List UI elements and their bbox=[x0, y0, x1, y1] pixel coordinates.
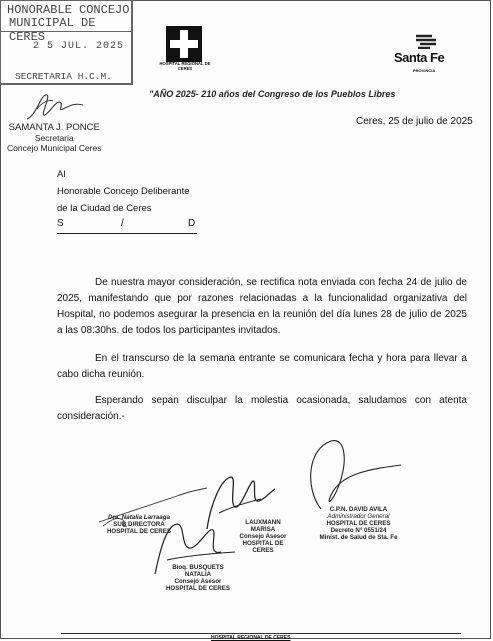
body-paragraph-2: En el transcurso de la semana entrante se comunicara fecha y hora para llevar a cabo dicha reunión. bbox=[57, 353, 467, 380]
sig3-name: C.P.N. DAVID AVILA bbox=[329, 506, 388, 513]
year-motto: "AÑO 2025- 210 años del Congreso de los Pueblos Libres bbox=[149, 89, 396, 99]
sig1-role: SUB DIRECTORA bbox=[113, 521, 165, 528]
secretary-signature bbox=[23, 89, 93, 125]
reception-stamp bbox=[0, 0, 133, 85]
stamp-date: 2 5 JUL. 2025 bbox=[33, 41, 125, 52]
sig3-org: HOSPITAL DE CERES bbox=[326, 520, 391, 527]
stamp-divider bbox=[1, 31, 131, 32]
address-line-1: Honorable Concejo Deliberante bbox=[57, 186, 190, 197]
signature-block-busquets bbox=[159, 564, 237, 592]
signature-block-lauxmann bbox=[233, 519, 293, 554]
sig3-ministry: Minist. de Salud de Sta. Fe bbox=[319, 534, 398, 541]
secretary-name: SAMANTA J. PONCE bbox=[8, 122, 100, 133]
sig4-role: Consejo Asesor bbox=[174, 578, 222, 585]
sd-s: S bbox=[57, 218, 64, 229]
sig4-name: Bioq. BUSQUETS NATALIA bbox=[172, 564, 224, 578]
signature-block-avila bbox=[311, 506, 406, 541]
footer-rule bbox=[61, 633, 461, 634]
secretary-role: Secretaria bbox=[34, 133, 74, 143]
body-paragraph-1: De nuestra mayor consideración, se rectifica nota enviada con fecha 24 de julio de 2025, manifestando que por razones relacionadas a la funcionalidad organizativa del Hospital, no podemos asegurar la presencia en la reunión del día lunes 28 de julio de 2025 a las 08:30hs. de todos los participantes invitados. bbox=[57, 277, 467, 336]
santa-fe-name: Santa Fe bbox=[394, 50, 445, 65]
sig2-org: HOSPITAL DE CERES bbox=[242, 540, 284, 554]
santa-fe-logo bbox=[394, 33, 454, 73]
stamp-office: SECRETARIA H.C.M. bbox=[15, 71, 112, 82]
sd-d: D bbox=[188, 218, 196, 229]
sig3-decree: Decreto N° 0551/24 bbox=[330, 527, 387, 534]
santa-fe-emblem-icon bbox=[414, 33, 438, 49]
body-paragraph-3: Esperando sepan disculpar la molestia ocasionada, saludamos con atenta consideración.- bbox=[57, 395, 467, 422]
sig3-role: Administrador General bbox=[327, 513, 390, 520]
footer-text: HOSPITAL REGIONAL DE CERES bbox=[211, 635, 291, 641]
sig2-role: Consejo Asesor bbox=[239, 533, 287, 540]
sig4-org: HOSPITAL DE CERES bbox=[165, 585, 231, 592]
stamp-line-1: HONORABLE CONCEJO bbox=[7, 3, 130, 17]
secretary-org: Concejo Municipal Ceres bbox=[7, 143, 102, 153]
address-line-2: de la Ciudad de Ceres bbox=[57, 203, 152, 214]
signature-block-larraaga bbox=[104, 514, 174, 535]
stamp-line-2: MUNICIPAL DE CERES bbox=[9, 16, 96, 44]
sig1-name: Dra. Natalia Larraaga bbox=[108, 514, 170, 521]
sd-slash: / bbox=[121, 218, 124, 229]
sig1-org: HOSPITAL DE CERES bbox=[106, 528, 172, 535]
address-al: Al bbox=[57, 169, 66, 180]
hospital-logo-caption: HOSPITAL REGIONAL DE CERES bbox=[159, 61, 211, 71]
dateline: Ceres, 25 de julio de 2025 bbox=[356, 116, 473, 127]
secretary-receipt bbox=[7, 123, 102, 153]
santa-fe-sub: PROVINCIA bbox=[413, 68, 436, 73]
address-sd-line bbox=[57, 218, 197, 234]
sig2-name: LAUXMANN MARISA bbox=[245, 519, 281, 533]
